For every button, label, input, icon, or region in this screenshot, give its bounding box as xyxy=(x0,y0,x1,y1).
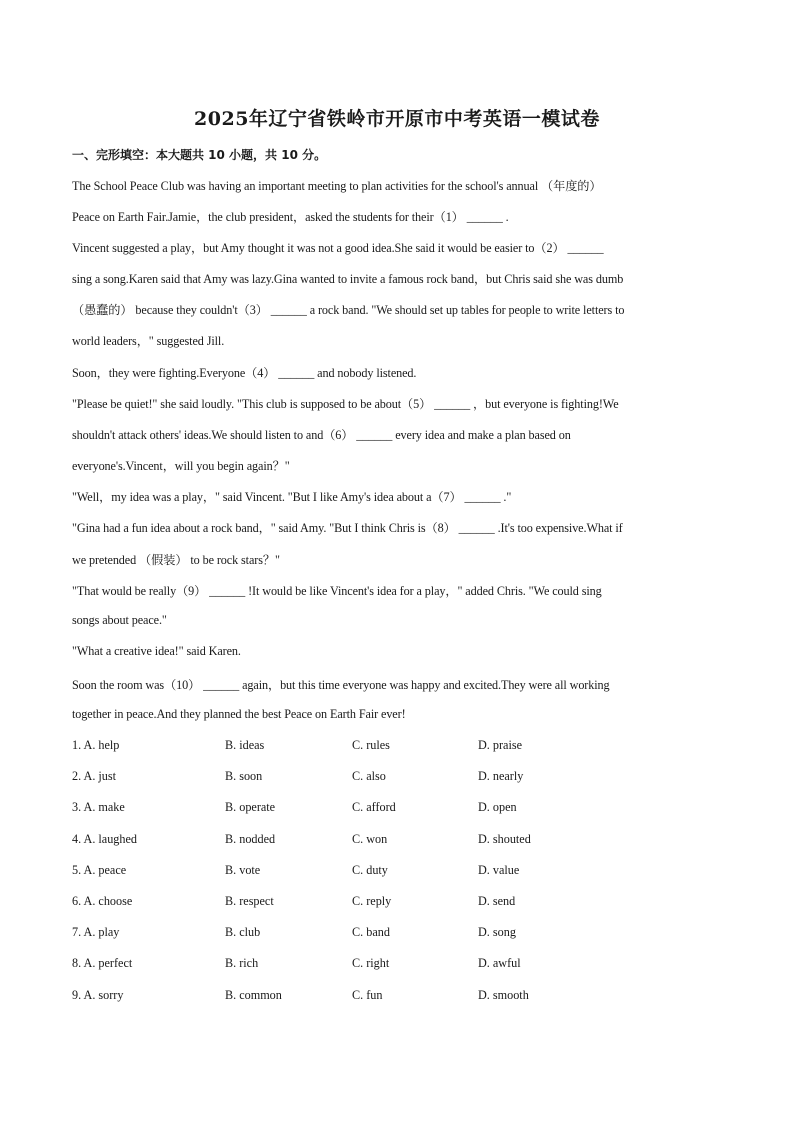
option-c: C. also xyxy=(352,769,386,783)
passage-line: The School Peace Club was having an important meeting to plan activities for the school's annual （年度的） xyxy=(72,179,602,193)
passage-line: Vincent suggested a play，but Amy thought it was not a good idea.She said it would be easier to（2） ______ xyxy=(72,241,604,255)
passage-line: Soon the room was（10） ______ again，but this time everyone was happy and excited.They were all working xyxy=(72,678,610,692)
option-a: 9. A. sorry xyxy=(72,988,124,1002)
option-a: 7. A. play xyxy=(72,925,120,939)
option-c: C. right xyxy=(352,956,390,970)
passage-line: sing a song.Karen said that Amy was lazy.Gina wanted to invite a famous rock band，but Chris said she was dumb xyxy=(72,272,624,286)
option-d: D. send xyxy=(478,894,516,908)
option-c: C. afford xyxy=(352,800,396,814)
option-a: 4. A. laughed xyxy=(72,832,137,846)
option-a: 1. A. help xyxy=(72,738,120,752)
passage-line: we pretended （假装） to be rock stars？" xyxy=(72,553,280,567)
option-d: D. song xyxy=(478,925,516,939)
passage-line: "That would be really（9） ______ !It would be like Vincent's idea for a play，" added Chris. "We could sing xyxy=(72,584,602,598)
option-b: B. rich xyxy=(225,956,259,970)
option-b: B. nodded xyxy=(225,832,276,846)
page-title: 2025年辽宁省铁岭市开原市中考英语一模试卷 xyxy=(194,108,600,130)
passage-line: songs about peace." xyxy=(72,613,167,627)
passage-line: "Well，my idea was a play，" said Vincent. "But I like Amy's idea about a（7） ______ ." xyxy=(72,490,512,504)
option-a: 2. A. just xyxy=(72,769,117,783)
option-d: D. smooth xyxy=(478,988,529,1002)
passage-line: everyone's.Vincent，will you begin again？" xyxy=(72,459,290,473)
option-b: B. common xyxy=(225,988,282,1002)
option-b: B. operate xyxy=(225,800,276,814)
option-c: C. band xyxy=(352,925,390,939)
option-d: D. value xyxy=(478,863,520,877)
option-c: C. won xyxy=(352,832,388,846)
option-a: 6. A. choose xyxy=(72,894,133,908)
section-heading: 一、完形填空：本大题共 10 小题，共 10 分。 xyxy=(72,148,327,162)
option-b: B. soon xyxy=(225,769,263,783)
passage-line: （愚蠢的） because they couldn't（3） ______ a rock band. "We should set up tables for people to write letters to xyxy=(72,303,625,317)
option-b: B. vote xyxy=(225,863,261,877)
passage-line: "Gina had a fun idea about a rock band，" said Amy. "But I think Chris is（8） ______ .It's too expensive.What if xyxy=(72,521,623,535)
passage-line: "Please be quiet!" she said loudly. "This club is supposed to be about（5） ______ ，but everyone is fighting!We xyxy=(72,397,619,411)
option-d: D. nearly xyxy=(478,769,524,783)
option-d: D. praise xyxy=(478,738,522,752)
option-b: B. respect xyxy=(225,894,274,908)
passage-line: Peace on Earth Fair.Jamie，the club president，asked the students for their（1） ______ . xyxy=(72,210,509,224)
option-a: 5. A. peace xyxy=(72,863,127,877)
passage-line: "What a creative idea!" said Karen. xyxy=(72,644,241,658)
option-d: D. open xyxy=(478,800,517,814)
option-c: C. reply xyxy=(352,894,392,908)
option-a: 3. A. make xyxy=(72,800,125,814)
option-d: D. shouted xyxy=(478,832,531,846)
option-c: C. rules xyxy=(352,738,390,752)
passage-line: shouldn't attack others' ideas.We should listen to and（6） ______ every idea and make a plan based on xyxy=(72,428,571,442)
option-c: C. duty xyxy=(352,863,388,877)
option-b: B. ideas xyxy=(225,738,265,752)
passage-line: world leaders，" suggested Jill. xyxy=(72,334,225,348)
option-d: D. awful xyxy=(478,956,521,970)
option-a: 8. A. perfect xyxy=(72,956,133,970)
option-b: B. club xyxy=(225,925,261,939)
passage-line: Soon，they were fighting.Everyone（4） ______ and nobody listened. xyxy=(72,366,417,380)
option-c: C. fun xyxy=(352,988,383,1002)
passage-line: together in peace.And they planned the best Peace on Earth Fair ever! xyxy=(72,707,406,721)
